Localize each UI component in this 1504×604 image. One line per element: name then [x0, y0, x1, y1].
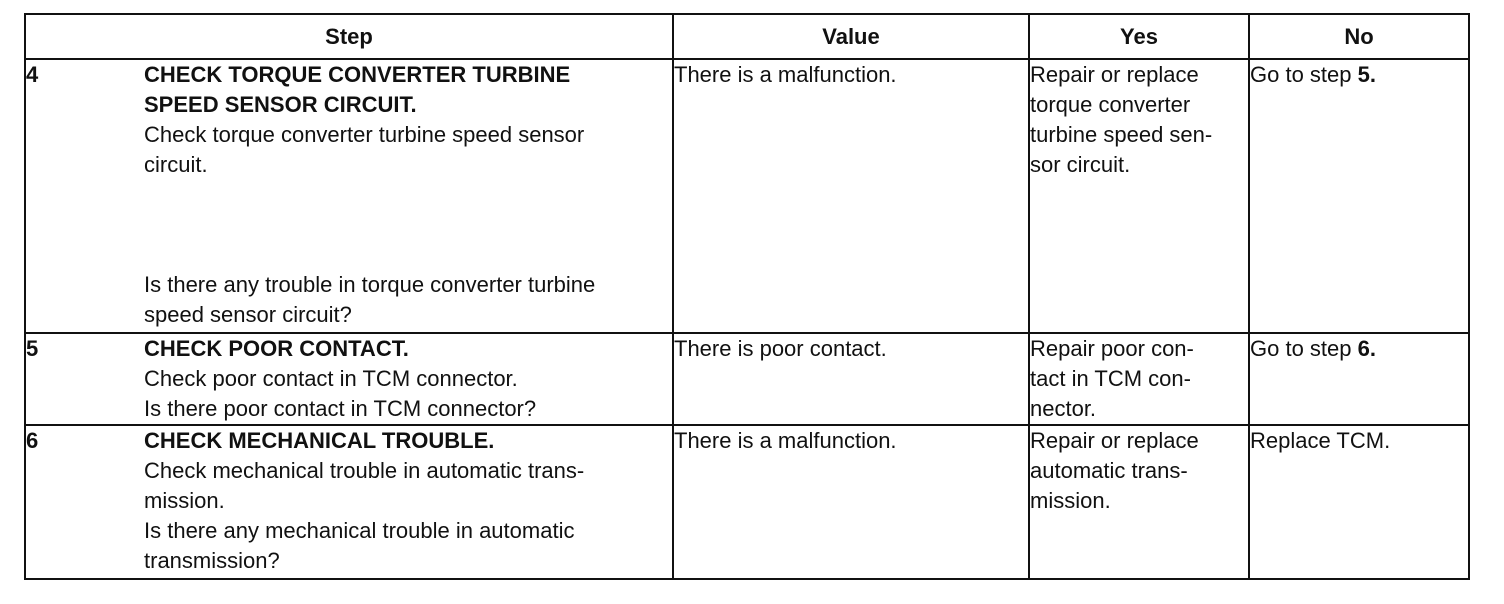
step-title-line: CHECK MECHANICAL TROUBLE. — [144, 428, 495, 453]
step-cell — [25, 425, 673, 579]
yes-cell — [1029, 425, 1249, 579]
no-cell — [1249, 59, 1469, 333]
yes-line: Repair or replace — [1030, 62, 1199, 87]
step-check-line: Check torque converter turbine speed sensor — [144, 122, 585, 147]
yes-line: nector. — [1030, 396, 1097, 421]
diagnostic-table — [24, 13, 1470, 580]
step-check-line: Check poor contact in TCM connector. — [144, 366, 518, 391]
yes-line: torque converter — [1030, 92, 1191, 117]
step-question-line: Is there any trouble in torque converter turbine — [144, 272, 596, 297]
yes-line: mission. — [1030, 488, 1111, 513]
value-cell: There is a malfunction. — [673, 59, 1029, 333]
yes-line: Repair or replace — [1030, 428, 1199, 453]
step-title-line: SPEED SENSOR CIRCUIT. — [144, 92, 417, 117]
yes-line: Repair poor con- — [1030, 336, 1194, 361]
header-yes: Yes — [1029, 14, 1249, 59]
no-cell — [1249, 333, 1469, 425]
yes-line: tact in TCM con- — [1030, 366, 1191, 391]
header-value: Value — [673, 14, 1029, 59]
step-check-line: mission. — [144, 488, 225, 513]
step-cell — [25, 59, 673, 333]
step-check-line: circuit. — [144, 152, 208, 177]
step-reference: 5. — [1357, 62, 1376, 87]
header-step: Step — [25, 14, 673, 59]
table-row — [25, 425, 1469, 579]
value-cell: There is a malfunction. — [673, 425, 1029, 579]
step-number: 5 — [26, 336, 39, 361]
table-row — [25, 59, 1469, 333]
step-cell — [25, 333, 673, 425]
yes-cell — [1029, 59, 1249, 333]
step-question-line: transmission? — [144, 548, 280, 573]
step-title-line: CHECK TORQUE CONVERTER TURBINE — [144, 62, 571, 87]
no-cell: Replace TCM. — [1249, 425, 1469, 579]
no-text: Go to step — [1250, 336, 1358, 361]
header-row — [25, 14, 1469, 59]
yes-line: turbine speed sen- — [1030, 122, 1213, 147]
yes-cell — [1029, 333, 1249, 425]
header-no: No — [1249, 14, 1469, 59]
yes-line: automatic trans- — [1030, 458, 1188, 483]
no-text: Go to step — [1250, 62, 1358, 87]
yes-line: sor circuit. — [1030, 152, 1131, 177]
step-question-line: speed sensor circuit? — [144, 302, 352, 327]
step-number: 6 — [26, 428, 39, 453]
step-number: 4 — [26, 62, 39, 87]
step-check-line: Check mechanical trouble in automatic trans- — [144, 458, 585, 483]
step-title-line: CHECK POOR CONTACT. — [144, 336, 409, 361]
table-row — [25, 333, 1469, 425]
step-reference: 6. — [1357, 336, 1376, 361]
value-cell: There is poor contact. — [673, 333, 1029, 425]
step-question-line: Is there poor contact in TCM connector? — [144, 396, 537, 421]
step-question-line: Is there any mechanical trouble in automatic — [144, 518, 575, 543]
